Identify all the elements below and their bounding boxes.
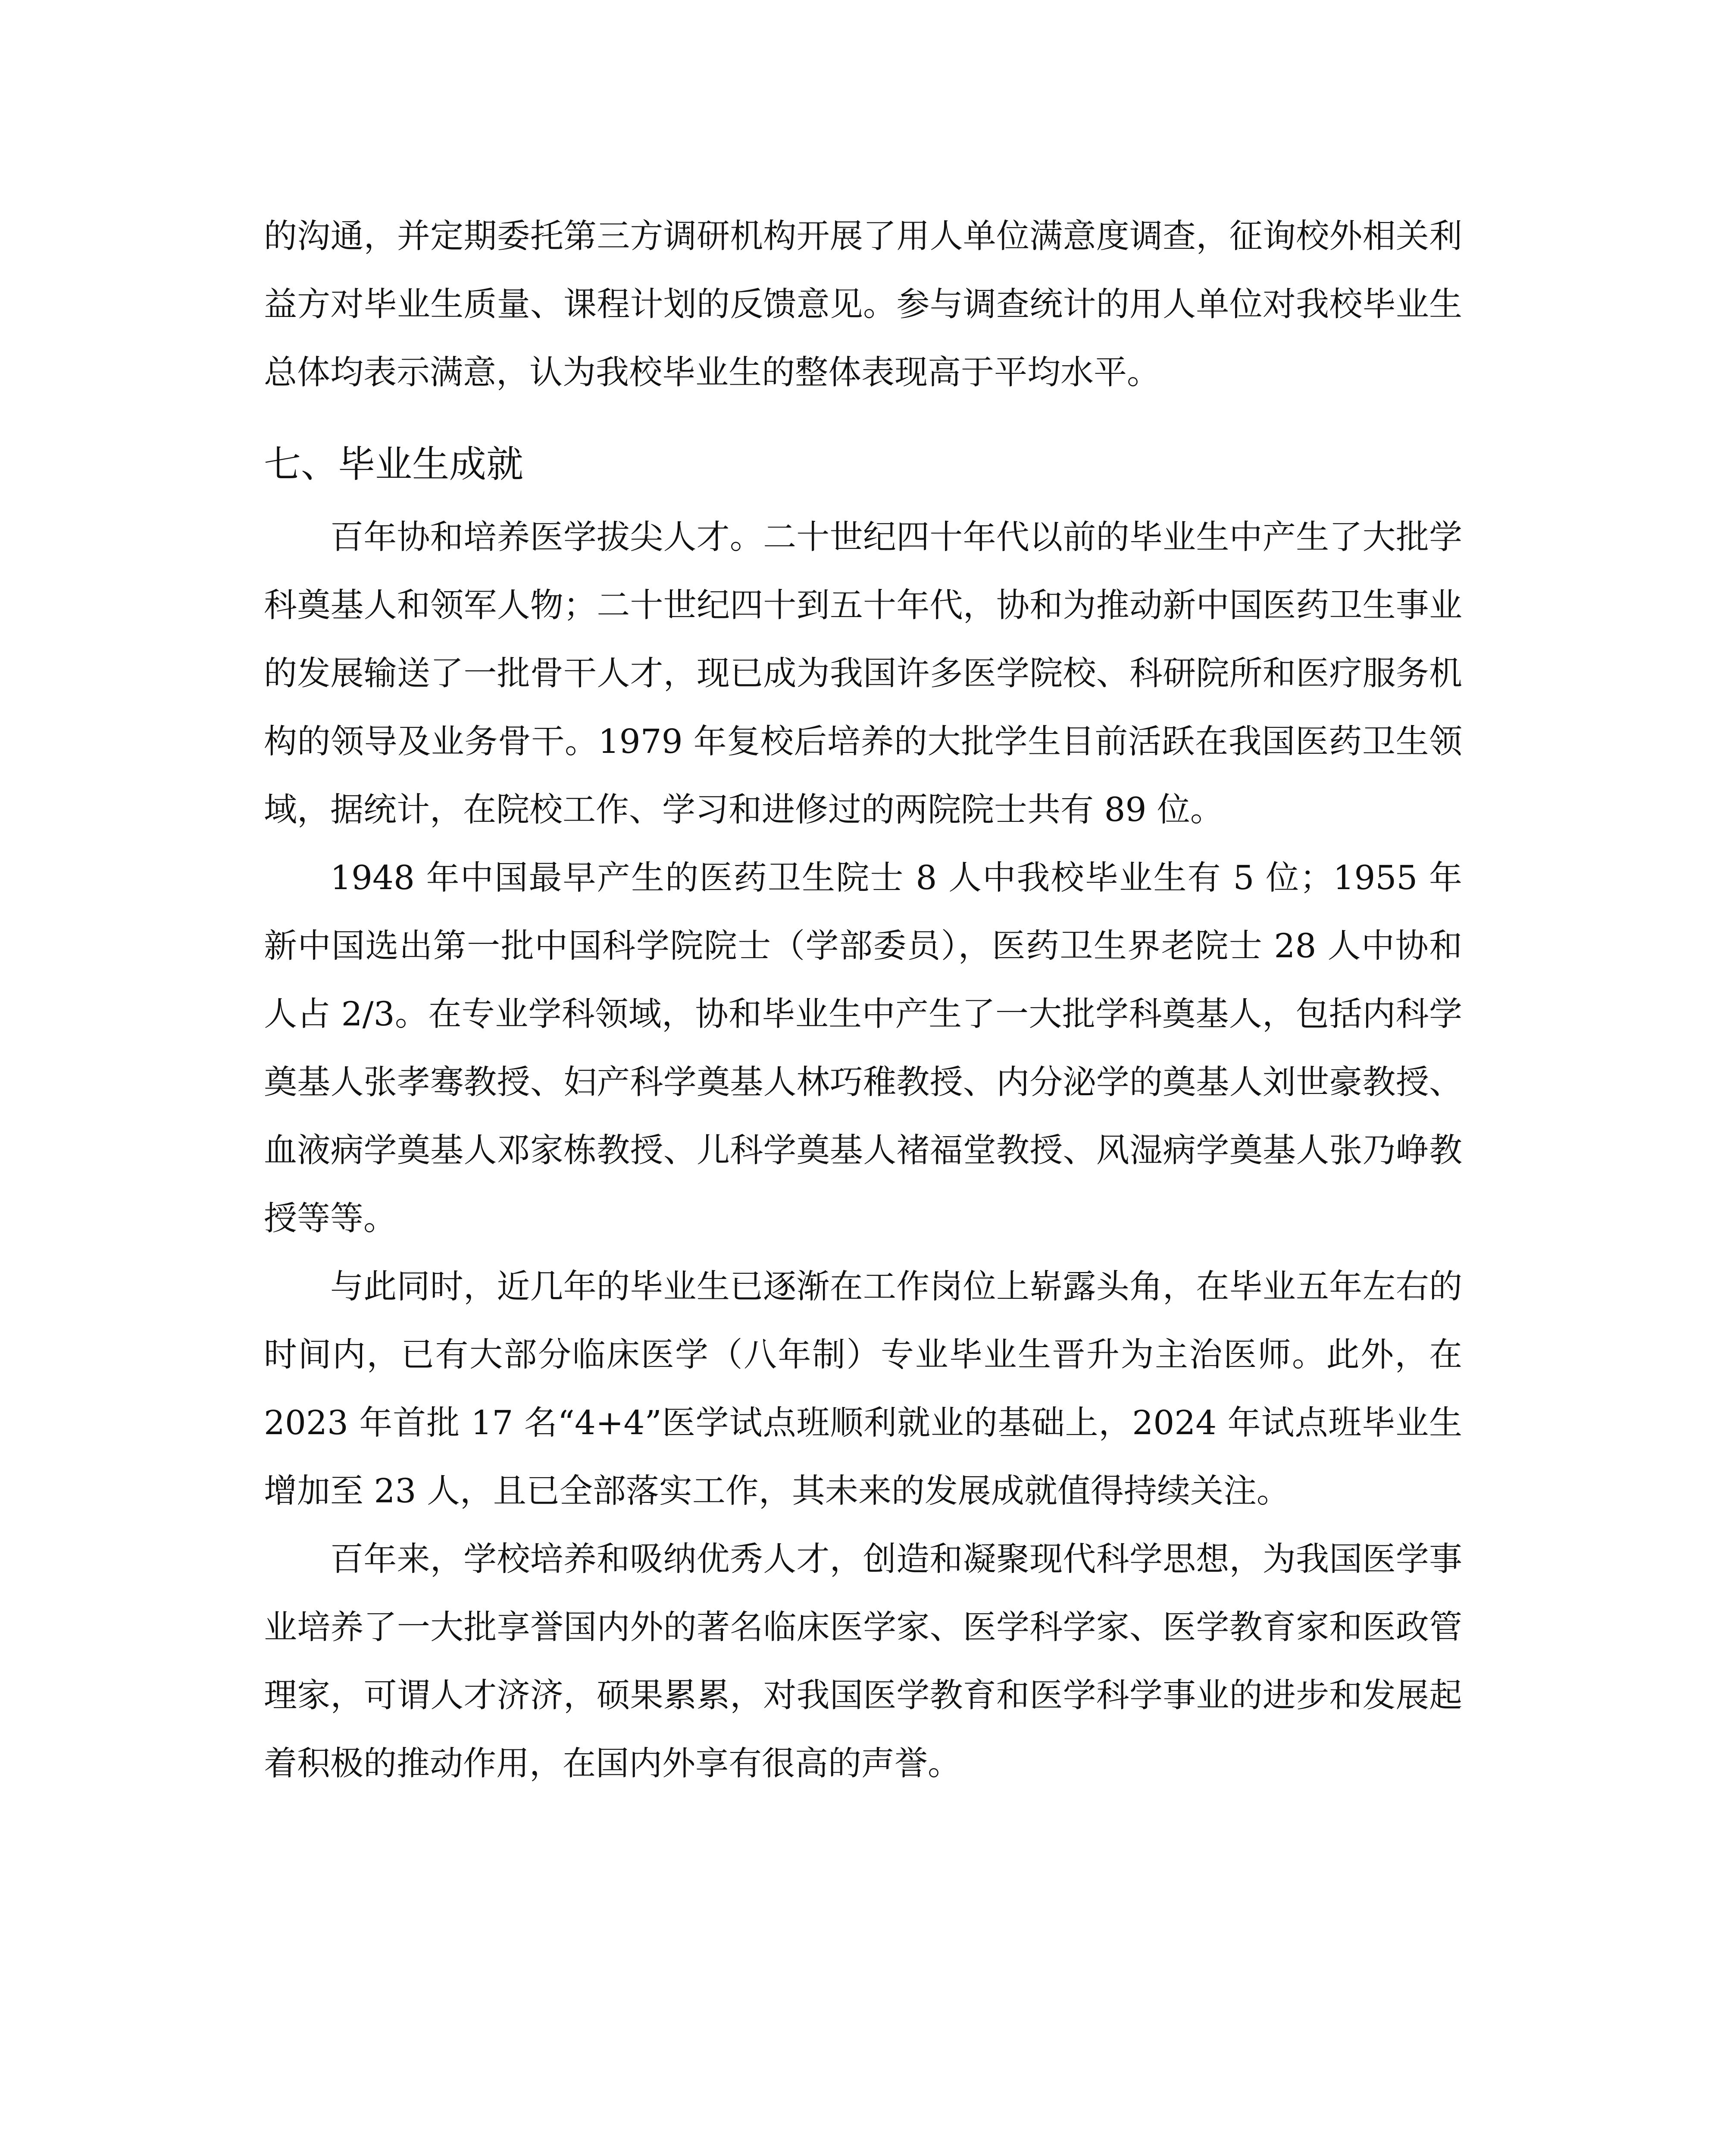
paragraph-4: 百年来，学校培养和吸纳优秀人才，创造和凝聚现代科学思想，为我国医学事业培养了一大批享誉国内外的著名临床医学家、医学科学家、医学教育家和医政管理家，可谓人才济济，硕果累累，对我国医学教育和医学科学事业的进步和发展起着积极的推动作用，在国内外享有很高的声誉。 [264, 1540, 1462, 1783]
paragraph-2: 1948 年中国最早产生的医药卫生院士 8 人中我校毕业生有 5 位；1955 年新中国选出第一批中国科学院院士（学部委员），医药卫生界老院士 28 人中协和人占 2/3。在专业学科领域，协和毕业生中产生了一大批学科奠基人，包括内科学奠基人张孝骞教授、妇产科学奠基人林巧稚教授、内分泌学的奠基人刘世豪教授、血液病学奠基人邓家栋教授、儿科学奠基人褚福堂教授、风湿病学奠基人张乃峥教授等等。 [264, 859, 1462, 1238]
paragraph-3: 与此同时，近几年的毕业生已逐渐在工作岗位上崭露头角，在毕业五年左右的时间内，已有大部分临床医学（八年制）专业毕业生晋升为主治医师。此外，在 2023 年首批 17 名“4+4”医学试点班顺利就业的基础上，2024 年试点班毕业生增加至 23 人，且已全部落实工作，其未来的发展成就值得持续关注。 [264, 1268, 1462, 1510]
paragraph-1: 百年协和培养医学拔尖人才。二十世纪四十年代以前的毕业生中产生了大批学科奠基人和领军人物；二十世纪四十到五十年代，协和为推动新中国医药卫生事业的发展输送了一批骨干人才，现已成为我国许多医学院校、科研院所和医疗服务机构的领导及业务骨干。1979 年复校后培养的大批学生目前活跃在我国医药卫生领域，据统计，在院校工作、学习和进修过的两院院士共有 89 位。 [264, 518, 1462, 829]
section-heading: 七、毕业生成就 [264, 443, 523, 486]
section-body [264, 504, 1462, 1798]
intro-paragraph: 的沟通，并定期委托第三方调研机构开展了用人单位满意度调查，征询校外相关利益方对毕业生质量、课程计划的反馈意见。参与调查统计的用人单位对我校毕业生总体均表示满意，认为我校毕业生的整体表现高于平均水平。 [264, 217, 1462, 392]
intro-text-block [264, 203, 1462, 407]
